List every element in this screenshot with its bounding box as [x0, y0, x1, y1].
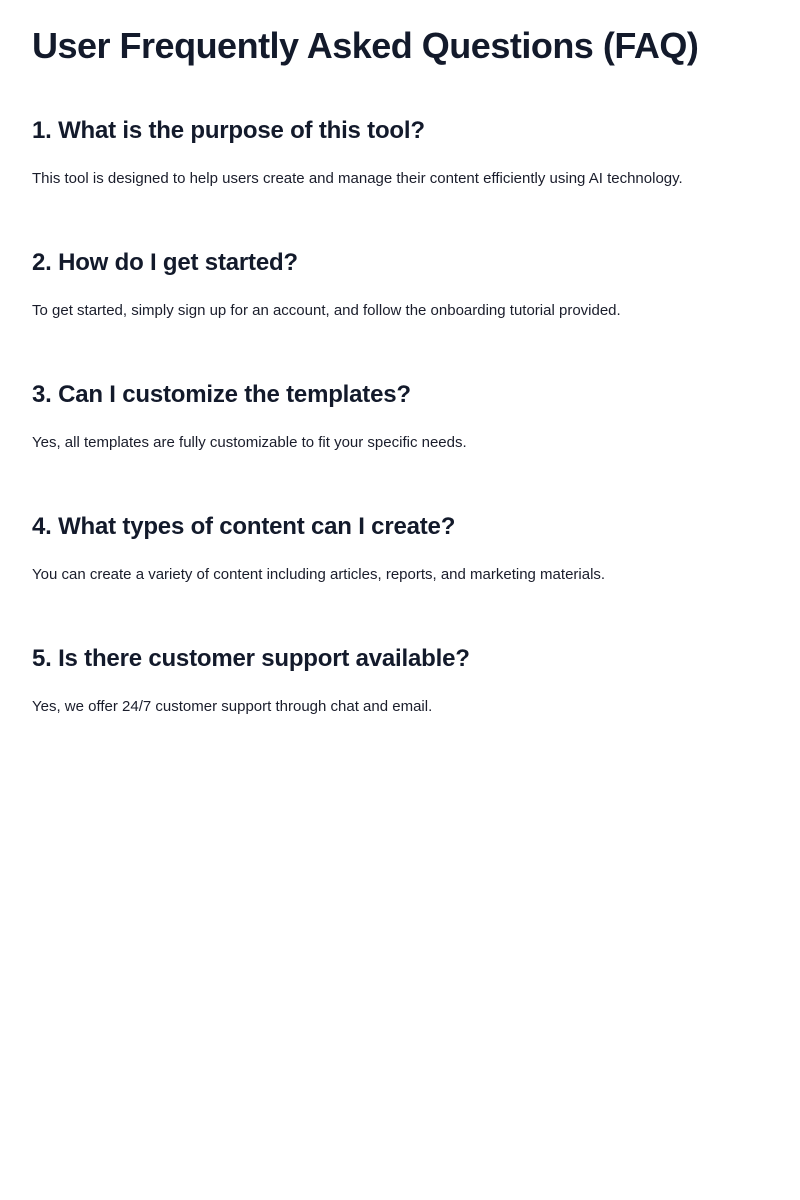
faq-answer: Yes, we offer 24/7 customer support through chat and email.	[32, 698, 433, 715]
faq-answer: Yes, all templates are fully customizable to fit your specific needs.	[32, 434, 467, 451]
faq-question: 5. Is there customer support available?	[32, 645, 470, 672]
faq-answer: This tool is designed to help users create and manage their content efficiently using AI technology.	[32, 170, 683, 187]
faq-item-2	[32, 247, 768, 379]
faq-list	[32, 115, 768, 775]
page-title: User Frequently Asked Questions (FAQ)	[32, 25, 699, 66]
faq-item-3	[32, 379, 768, 511]
faq-item-1	[32, 115, 768, 247]
faq-answer: To get started, simply sign up for an account, and follow the onboarding tutorial provided.	[32, 302, 621, 319]
faq-answer: You can create a variety of content including articles, reports, and marketing materials.	[32, 566, 606, 583]
faq-question: 3. Can I customize the templates?	[32, 381, 411, 408]
faq-question: 4. What types of content can I create?	[32, 513, 456, 540]
faq-question: 1. What is the purpose of this tool?	[32, 117, 425, 144]
faq-question: 2. How do I get started?	[32, 249, 298, 276]
faq-item-5	[32, 643, 768, 775]
faq-item-4	[32, 511, 768, 643]
